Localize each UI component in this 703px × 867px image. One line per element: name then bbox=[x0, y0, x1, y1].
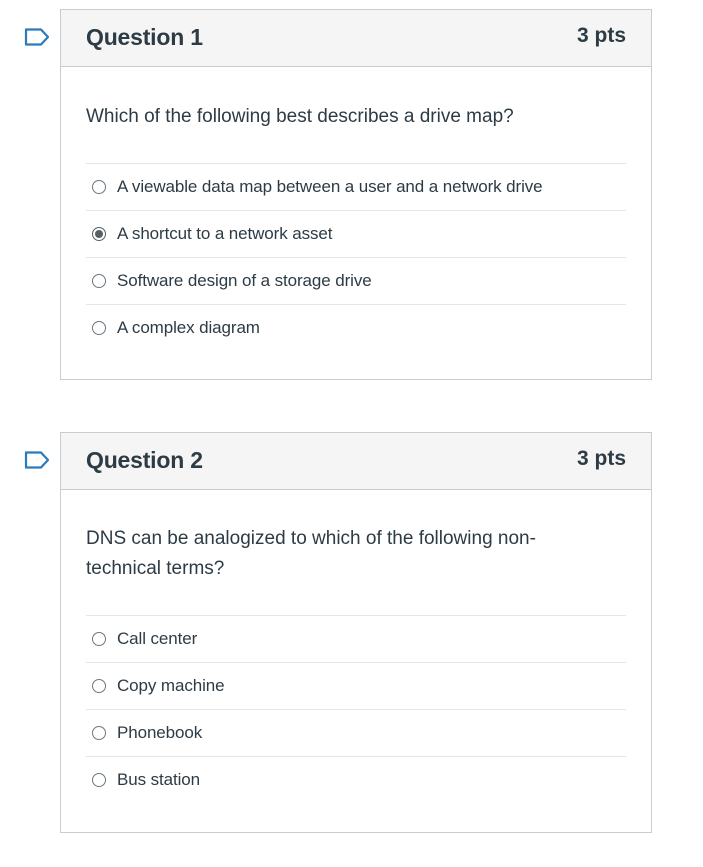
radio-button-icon[interactable] bbox=[92, 227, 106, 241]
radio-button-icon[interactable] bbox=[92, 180, 106, 194]
question-text: DNS can be analogized to which of the following non-technical terms? bbox=[86, 528, 536, 579]
question-header bbox=[61, 433, 651, 490]
question-title: Question 2 bbox=[86, 447, 203, 473]
flag-question-1-icon[interactable] bbox=[24, 28, 50, 46]
answer-option[interactable] bbox=[86, 257, 626, 304]
radio-button-icon[interactable] bbox=[92, 679, 106, 693]
question-header bbox=[61, 10, 651, 67]
radio-button-icon[interactable] bbox=[92, 773, 106, 787]
answer-label[interactable]: Software design of a storage drive bbox=[117, 271, 372, 290]
radio-button-icon[interactable] bbox=[92, 632, 106, 646]
answer-option[interactable] bbox=[86, 662, 626, 709]
answer-label[interactable]: A viewable data map between a user and a network drive bbox=[117, 177, 543, 196]
answer-label[interactable]: Call center bbox=[117, 629, 198, 648]
flag-question-2-icon[interactable] bbox=[24, 451, 50, 469]
answer-option[interactable] bbox=[86, 304, 626, 351]
answer-option[interactable] bbox=[86, 709, 626, 756]
question-title: Question 1 bbox=[86, 24, 203, 50]
answer-option[interactable] bbox=[86, 210, 626, 257]
question-2 bbox=[60, 432, 652, 833]
answer-list bbox=[86, 615, 626, 803]
answer-list bbox=[86, 163, 626, 351]
answer-label[interactable]: Copy machine bbox=[117, 676, 225, 695]
question-points: 3 pts bbox=[576, 24, 626, 47]
question-text: Which of the following best describes a drive map? bbox=[86, 106, 514, 127]
radio-button-icon[interactable] bbox=[92, 321, 106, 335]
answer-option[interactable] bbox=[86, 615, 626, 662]
question-body bbox=[61, 490, 651, 803]
radio-button-icon[interactable] bbox=[92, 274, 106, 288]
question-1 bbox=[60, 9, 652, 380]
answer-label[interactable]: Bus station bbox=[117, 770, 201, 789]
answer-label[interactable]: A shortcut to a network asset bbox=[117, 224, 333, 243]
answer-option[interactable] bbox=[86, 756, 626, 803]
answer-option[interactable] bbox=[86, 163, 626, 210]
radio-button-icon[interactable] bbox=[92, 726, 106, 740]
question-body bbox=[61, 67, 651, 351]
question-points: 3 pts bbox=[576, 447, 626, 470]
answer-label[interactable]: A complex diagram bbox=[117, 318, 260, 337]
answer-label[interactable]: Phonebook bbox=[117, 723, 203, 742]
